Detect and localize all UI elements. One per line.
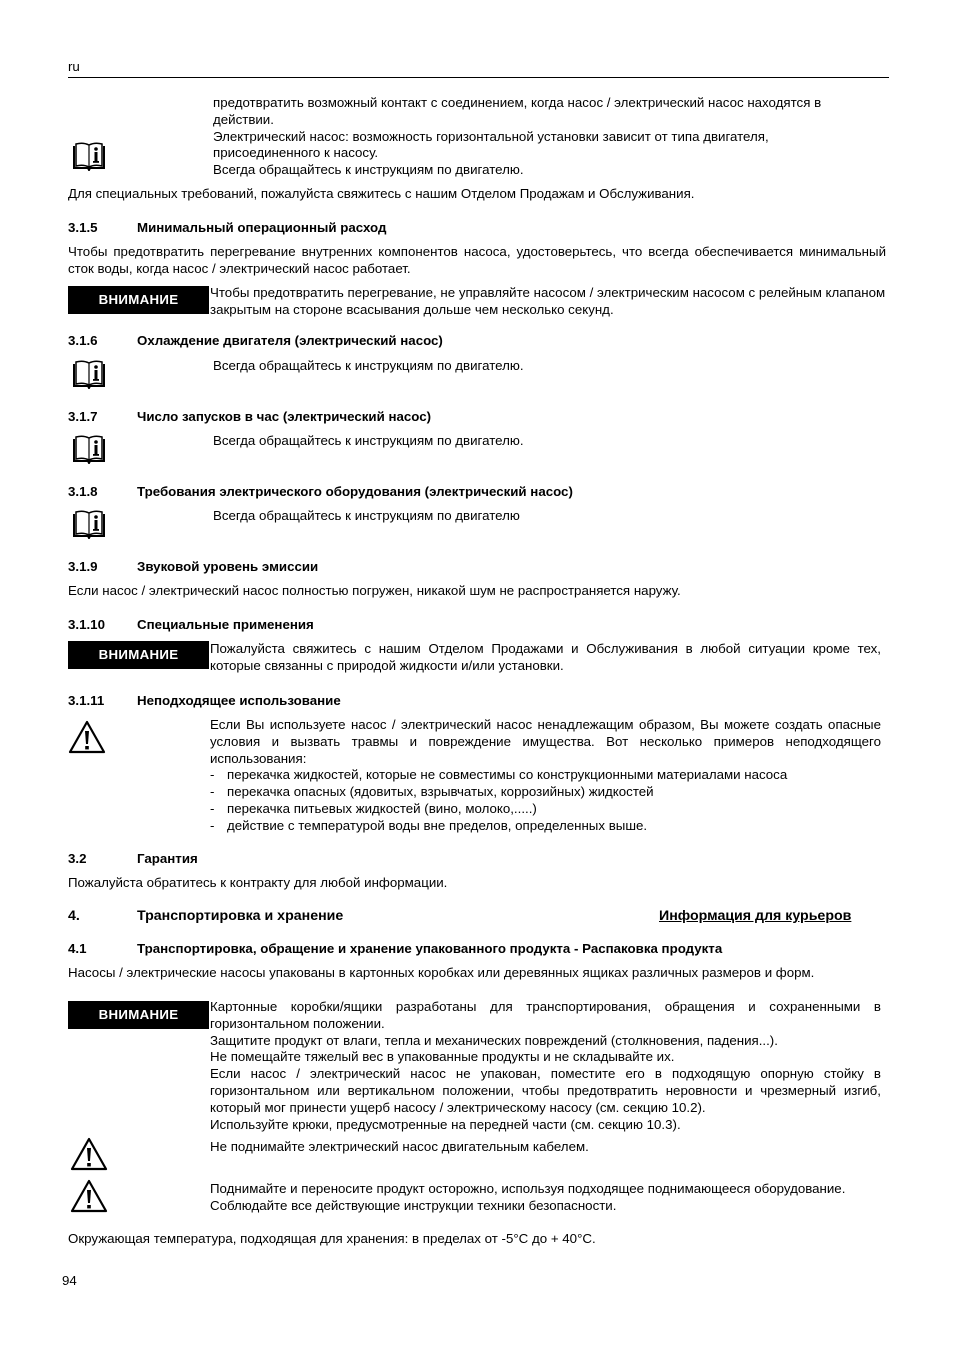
warning-badge: ВНИМАНИЕ: [68, 286, 209, 314]
section-title: Гарантия: [137, 851, 198, 866]
caution-text: Не поднимайте электрический насос двигательным кабелем.: [210, 1139, 589, 1154]
motor-note: Всегда обращайтесь к инструкциям по двигателю: [213, 508, 520, 523]
section-paragraph: Чтобы предотвратить перегревание внутренних компонентов насоса, удостоверьтесь, что всегда обеспечивается минимальный сток воды, когда насос / электрический насос работает.: [68, 244, 886, 276]
motor-note: Всегда обращайтесь к инструкциям по двигателю.: [213, 433, 524, 448]
section-paragraph: Если насос / электрический насос полностью погружен, никакой шум не распространяется наружу.: [68, 583, 681, 598]
warning-triangle-icon: [68, 720, 106, 754]
contact-paragraph: Для специальных требований, пожалуйста свяжитесь с нашим Отделом Продажам и Обслуживания.: [68, 186, 695, 201]
section-number: 3.1.10: [68, 617, 105, 632]
misuse-intro: Если Вы используете насос / электрический насос ненадлежащим образом, Вы можете создать опасные условия и вызвать травмы и повреждение имущества. Вот несколько примеров неподходящего использования:: [210, 717, 881, 766]
manual-info-icon: [72, 359, 106, 389]
section-number: 3.1.9: [68, 559, 98, 574]
courier-info-link[interactable]: Информация для курьеров: [659, 908, 852, 924]
warning-text-block: Картонные коробки/ящики разработаны для транспортирования, обращения и сохраненными в горизонтальном положении. Защитите продукт от влаги, тепла и механических повреждений (столкновения, падения...). Не помещайте тяжелый вес в упакованные продукты и не складывайте их. Если насос / электрический насос не упакован, поместите его в подходящую опорную стойку в горизонтальном или вертикальном положении, чтобы предотвратить неровности и чрезмерный изгиб, который мог принести ущерб насосу / электрическому насосу (см. секцию 10.2). Используйте крюки, предусмотренные на передней части (см. секцию 10.3).: [210, 999, 881, 1132]
manual-info-icon: [72, 509, 106, 539]
warning-badge: ВНИМАНИЕ: [68, 1001, 209, 1029]
warning-triangle-icon: [70, 1137, 108, 1171]
chapter-title: Транспортировка и хранение: [137, 908, 344, 924]
page-number: 94: [62, 1273, 77, 1288]
section-title: Неподходящее использование: [137, 693, 341, 708]
section-title: Звуковой уровень эмиссии: [137, 559, 319, 574]
section-title: Число запусков в час (электрический насос): [137, 409, 432, 424]
misuse-block: [210, 717, 881, 835]
section-paragraph: Насосы / электрические насосы упакованы в картонных коробках или деревянных ящиках различных размеров и форм.: [68, 965, 815, 980]
list-item: - перекачка питьевых жидкостей (вино, молоко,.....): [210, 800, 537, 816]
section-title: Минимальный операционный расход: [137, 220, 387, 235]
manual-info-icon: [72, 434, 106, 464]
section-title: Специальные применения: [137, 617, 314, 632]
list-item: - действие с температурой воды вне пределов, определенных выше.: [210, 817, 648, 833]
warning-triangle-icon: [70, 1179, 108, 1213]
list-item: - перекачка жидкостей, которые не совместимы со конструкционными материалами насоса: [210, 767, 788, 783]
manual-info-icon: [72, 141, 106, 171]
motor-note: Всегда обращайтесь к инструкциям по двигателю.: [213, 358, 524, 373]
warning-badge: ВНИМАНИЕ: [68, 641, 209, 669]
section-number: 3.1.6: [68, 333, 98, 348]
section-number: 3.1.5: [68, 220, 98, 235]
warning-text: Пожалуйста свяжитесь с нашим Отделом Продажами и Обслуживания в любой ситуации кроме тех, которые связанны с природой жидкости и/или установки.: [210, 641, 881, 673]
section-paragraph: Пожалуйста обратитесь к контракту для любой информации.: [68, 875, 448, 890]
storage-temperature: Окружающая температура, подходящая для хранения: в пределах от -5°C до + 40°C.: [68, 1231, 596, 1246]
section-title: Транспортировка, обращение и хранение упакованного продукта - Распаковка продукта: [137, 941, 723, 956]
section-number: 3.1.11: [68, 693, 105, 708]
header-rule: [68, 77, 889, 78]
language-code: ru: [68, 59, 80, 74]
warning-text: Чтобы предотвратить перегревание, не управляйте насосом / электрическим насосом с релейным клапаном закрытым на стороне всасывания дольше чем несколько секунд.: [210, 285, 886, 317]
section-title: Охлаждение двигателя (электрический насос): [137, 333, 443, 348]
section-number: 4.1: [68, 941, 87, 956]
list-item: - перекачка опасных (ядовитых, взрывчатых, коррозийных) жидкостей: [210, 784, 654, 800]
section-title: Требования электрического оборудования (электрический насос): [137, 484, 573, 499]
section-number: 3.1.8: [68, 484, 98, 499]
section-number: 3.2: [68, 851, 87, 866]
caution-text-block: Поднимайте и переносите продукт осторожно, используя подходящее поднимающееся оборудование. Соблюдайте все действующие инструкции техники безопасности.: [210, 1181, 846, 1213]
chapter-number: 4.: [68, 908, 80, 924]
info-text-block: предотвратить возможный контакт с соединением, когда насос / электрический насос находятся в действии. Электрический насос: возможность горизонтальной установки зависит от типа двигателя, присоединенного к насосу. Всегда обращайтесь к инструкциям по двигателю.: [213, 95, 822, 178]
section-number: 3.1.7: [68, 409, 98, 424]
